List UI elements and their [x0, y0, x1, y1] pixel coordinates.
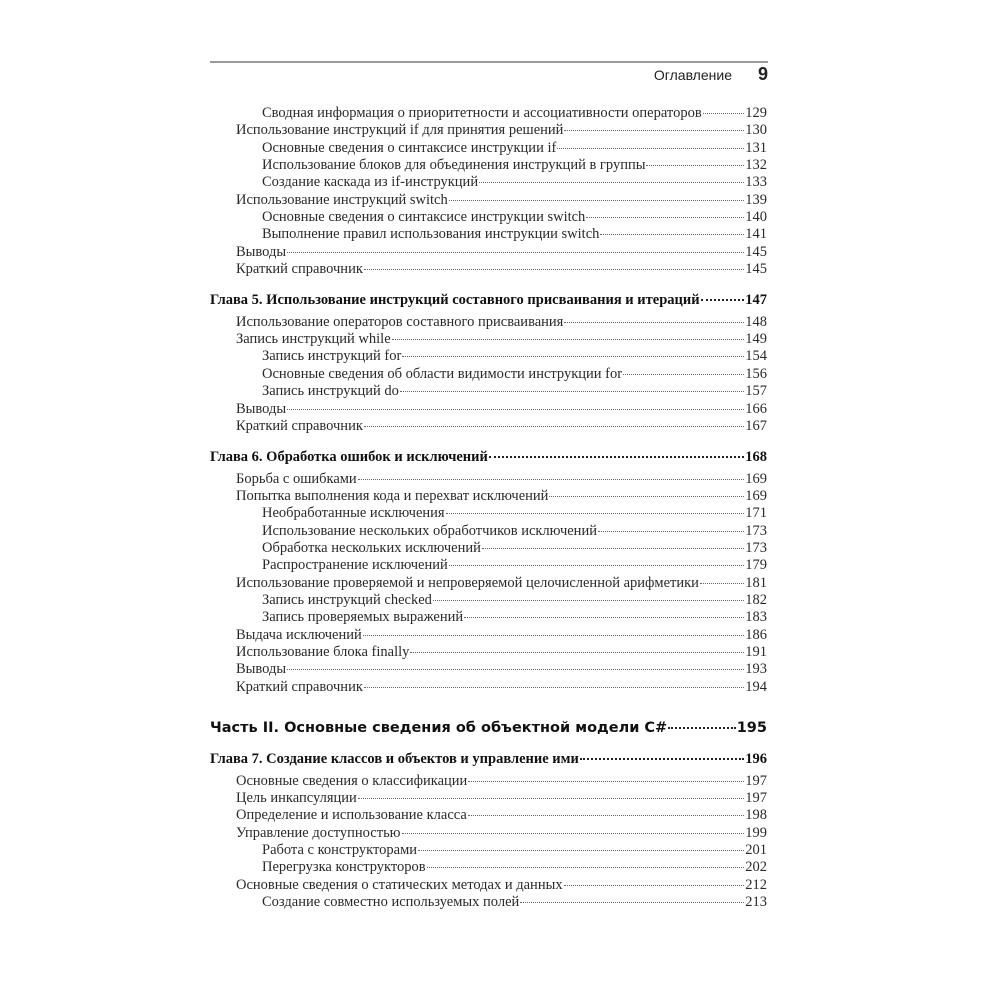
header-rule [210, 61, 768, 63]
toc-entry [210, 523, 767, 540]
entry-page-number: 169 [745, 470, 767, 487]
toc-entry [210, 557, 767, 574]
entry-title: Глава 6. Обработка ошибок и исключений [210, 449, 488, 466]
toc-entry [210, 609, 767, 626]
dot-leader [520, 902, 744, 903]
entry-page-number: 194 [745, 678, 767, 695]
dot-leader [287, 669, 744, 670]
toc-entry [210, 401, 767, 418]
entry-page-number: 173 [745, 539, 767, 556]
toc-entry [210, 471, 767, 488]
entry-page-number: 149 [745, 331, 767, 348]
entry-title: Использование инструкций if для принятия решений [236, 122, 564, 139]
toc-entry [210, 226, 767, 243]
toc-entry [210, 859, 767, 876]
entry-title: Борьба с ошибками [236, 470, 357, 487]
section-title: Оглавление [653, 67, 732, 83]
entry-page-number: 132 [745, 157, 767, 174]
dot-leader [668, 727, 736, 729]
dot-leader [364, 269, 744, 270]
dot-leader [287, 409, 744, 410]
entry-title: Запись инструкций checked [262, 591, 432, 608]
dot-leader [400, 391, 744, 392]
entry-page-number: 195 [736, 720, 767, 736]
entry-page-number: 154 [745, 348, 767, 365]
dot-leader [482, 548, 744, 549]
entry-page-number: 147 [745, 292, 767, 309]
toc-entry [210, 331, 767, 348]
dot-leader [449, 200, 745, 201]
dot-leader [418, 850, 744, 851]
entry-page-number: 167 [745, 417, 767, 434]
entry-title: Выводы [236, 243, 287, 260]
entry-title: Основные сведения о статических методах и данных [236, 876, 563, 893]
dot-leader [363, 635, 744, 636]
entry-title: Необработанные исключения [262, 505, 445, 522]
dot-leader [557, 148, 744, 149]
toc-entry [210, 140, 767, 157]
dot-leader [600, 234, 744, 235]
entry-title: Цель инкапсуляции [236, 790, 357, 807]
dot-leader [287, 252, 744, 253]
toc-entry [210, 157, 767, 174]
toc-entry [210, 825, 767, 842]
entry-title: Использование проверяемой и непроверяемой целочисленной арифметики [236, 574, 699, 591]
entry-title: Запись инструкций while [236, 331, 391, 348]
table-of-contents [210, 105, 767, 911]
toc-entry [210, 383, 767, 400]
dot-leader [564, 130, 744, 131]
entry-page-number: 129 [745, 105, 767, 121]
entry-page-number: 166 [745, 400, 767, 417]
toc-entry [210, 807, 767, 824]
entry-page-number: 139 [745, 191, 767, 208]
entry-title: Запись инструкций for [262, 348, 402, 365]
dot-leader [433, 600, 744, 601]
entry-title: Сводная информация о приоритетности и ассоциативности операторов [262, 105, 702, 121]
running-header [654, 64, 768, 85]
dot-leader [564, 322, 744, 323]
entry-page-number: 201 [745, 842, 767, 859]
dot-leader [364, 687, 744, 688]
dot-leader [646, 165, 744, 166]
entry-page-number: 133 [745, 174, 767, 191]
toc-entry [210, 661, 767, 678]
toc-entry [210, 627, 767, 644]
entry-title: Выдача исключений [236, 626, 362, 643]
dot-leader [700, 583, 744, 584]
toc-entry [210, 261, 767, 278]
toc-entry [210, 644, 767, 661]
entry-page-number: 156 [745, 365, 767, 382]
toc-entry [210, 540, 767, 557]
entry-page-number: 202 [745, 859, 767, 876]
entry-title: Запись проверяемых выражений [262, 609, 464, 626]
entry-page-number: 182 [745, 591, 767, 608]
entry-title: Использование блоков для объединения инструкций в группы [262, 157, 646, 174]
dot-leader [598, 531, 744, 532]
toc-entry [210, 679, 767, 696]
toc-entry [210, 575, 767, 592]
dot-leader [468, 815, 744, 816]
entry-title: Основные сведения о синтаксисе инструкции switch [262, 209, 586, 226]
dot-leader [489, 456, 744, 458]
entry-page-number: 157 [745, 383, 767, 400]
toc-entry [210, 894, 767, 911]
entry-title: Использование операторов составного присваивания [236, 313, 564, 330]
entry-title: Определение и использование класса [236, 807, 467, 824]
toc-entry [210, 366, 767, 383]
toc-entry [210, 105, 767, 122]
entry-page-number: 141 [745, 226, 767, 243]
entry-page-number: 145 [745, 243, 767, 260]
entry-page-number: 140 [745, 209, 767, 226]
entry-page-number: 179 [745, 557, 767, 574]
dot-leader [358, 479, 745, 480]
dot-leader [586, 217, 744, 218]
entry-title: Глава 7. Создание классов и объектов и управление ими [210, 751, 579, 768]
entry-page-number: 197 [745, 790, 767, 807]
dot-leader [580, 758, 744, 760]
toc-entry [210, 174, 767, 191]
dot-leader [479, 182, 744, 183]
entry-title: Попытка выполнения кода и перехват исключений [236, 487, 549, 504]
entry-page-number: 198 [745, 807, 767, 824]
dot-leader [410, 652, 744, 653]
toc-part [210, 720, 767, 737]
entry-title: Работа с конструкторами [262, 842, 418, 859]
entry-title: Глава 5. Использование инструкций составного присваивания и итераций [210, 292, 700, 309]
page-number: 9 [757, 64, 768, 84]
entry-title: Выводы [236, 400, 287, 417]
dot-leader [427, 867, 745, 868]
toc-chapter [210, 449, 767, 466]
entry-page-number: 213 [745, 894, 767, 911]
dot-leader [364, 426, 744, 427]
entry-title: Основные сведения о синтаксисе инструкции if [262, 139, 557, 156]
entry-page-number: 173 [745, 522, 767, 539]
toc-entry [210, 488, 767, 505]
entry-page-number: 145 [745, 261, 767, 278]
entry-page-number: 193 [745, 661, 767, 678]
entry-title: Создание каскада из if-инструкций [262, 174, 479, 191]
entry-page-number: 212 [745, 876, 767, 893]
entry-title: Краткий справочник [236, 678, 363, 695]
entry-page-number: 197 [745, 772, 767, 789]
entry-page-number: 186 [745, 626, 767, 643]
entry-page-number: 171 [745, 505, 767, 522]
dot-leader [623, 374, 744, 375]
toc-entry [210, 592, 767, 609]
dot-leader [703, 113, 745, 114]
toc-entry [210, 244, 767, 261]
toc-entry [210, 314, 767, 331]
entry-title: Управление доступностью [236, 824, 401, 841]
dot-leader [449, 565, 745, 566]
toc-entry [210, 192, 767, 209]
entry-page-number: 168 [745, 449, 767, 466]
entry-page-number: 191 [745, 643, 767, 660]
entry-page-number: 148 [745, 313, 767, 330]
dot-leader [392, 339, 745, 340]
toc-entry [210, 209, 767, 226]
entry-page-number: 183 [745, 609, 767, 626]
toc-entry [210, 505, 767, 522]
entry-title: Часть II. Основные сведения об объектной модели C# [210, 720, 668, 736]
entry-page-number: 169 [745, 487, 767, 504]
dot-leader [358, 798, 744, 799]
entry-title: Основные сведения об области видимости инструкции for [262, 365, 623, 382]
entry-page-number: 130 [745, 122, 767, 139]
dot-leader [549, 496, 744, 497]
entry-page-number: 181 [745, 574, 767, 591]
entry-title: Краткий справочник [236, 417, 363, 434]
toc-entry [210, 122, 767, 139]
dot-leader [402, 833, 745, 834]
entry-title: Использование нескольких обработчиков исключений [262, 522, 597, 539]
entry-title: Запись инструкций do [262, 383, 399, 400]
dot-leader [402, 356, 744, 357]
toc-entry [210, 877, 767, 894]
entry-title: Создание совместно используемых полей [262, 894, 520, 911]
toc-entry [210, 418, 767, 435]
entry-title: Распространение исключений [262, 557, 448, 574]
entry-title: Основные сведения о классификации [236, 772, 468, 789]
dot-leader [464, 617, 744, 618]
entry-title: Выполнение правил использования инструкции switch [262, 226, 600, 243]
entry-title: Выводы [236, 661, 287, 678]
entry-title: Использование блока finally [236, 643, 410, 660]
dot-leader [446, 513, 745, 514]
entry-page-number: 199 [745, 824, 767, 841]
toc-entry [210, 773, 767, 790]
dot-leader [468, 781, 744, 782]
toc-chapter [210, 751, 767, 768]
entry-page-number: 196 [745, 751, 767, 768]
dot-leader [564, 885, 745, 886]
toc-entry [210, 348, 767, 365]
entry-title: Обработка нескольких исключений [262, 539, 481, 556]
toc-entry [210, 790, 767, 807]
entry-title: Перегрузка конструкторов [262, 859, 426, 876]
entry-page-number: 131 [745, 139, 767, 156]
entry-title: Использование инструкций switch [236, 191, 448, 208]
toc-chapter [210, 292, 767, 309]
entry-title: Краткий справочник [236, 261, 363, 278]
toc-entry [210, 842, 767, 859]
dot-leader [701, 299, 745, 301]
